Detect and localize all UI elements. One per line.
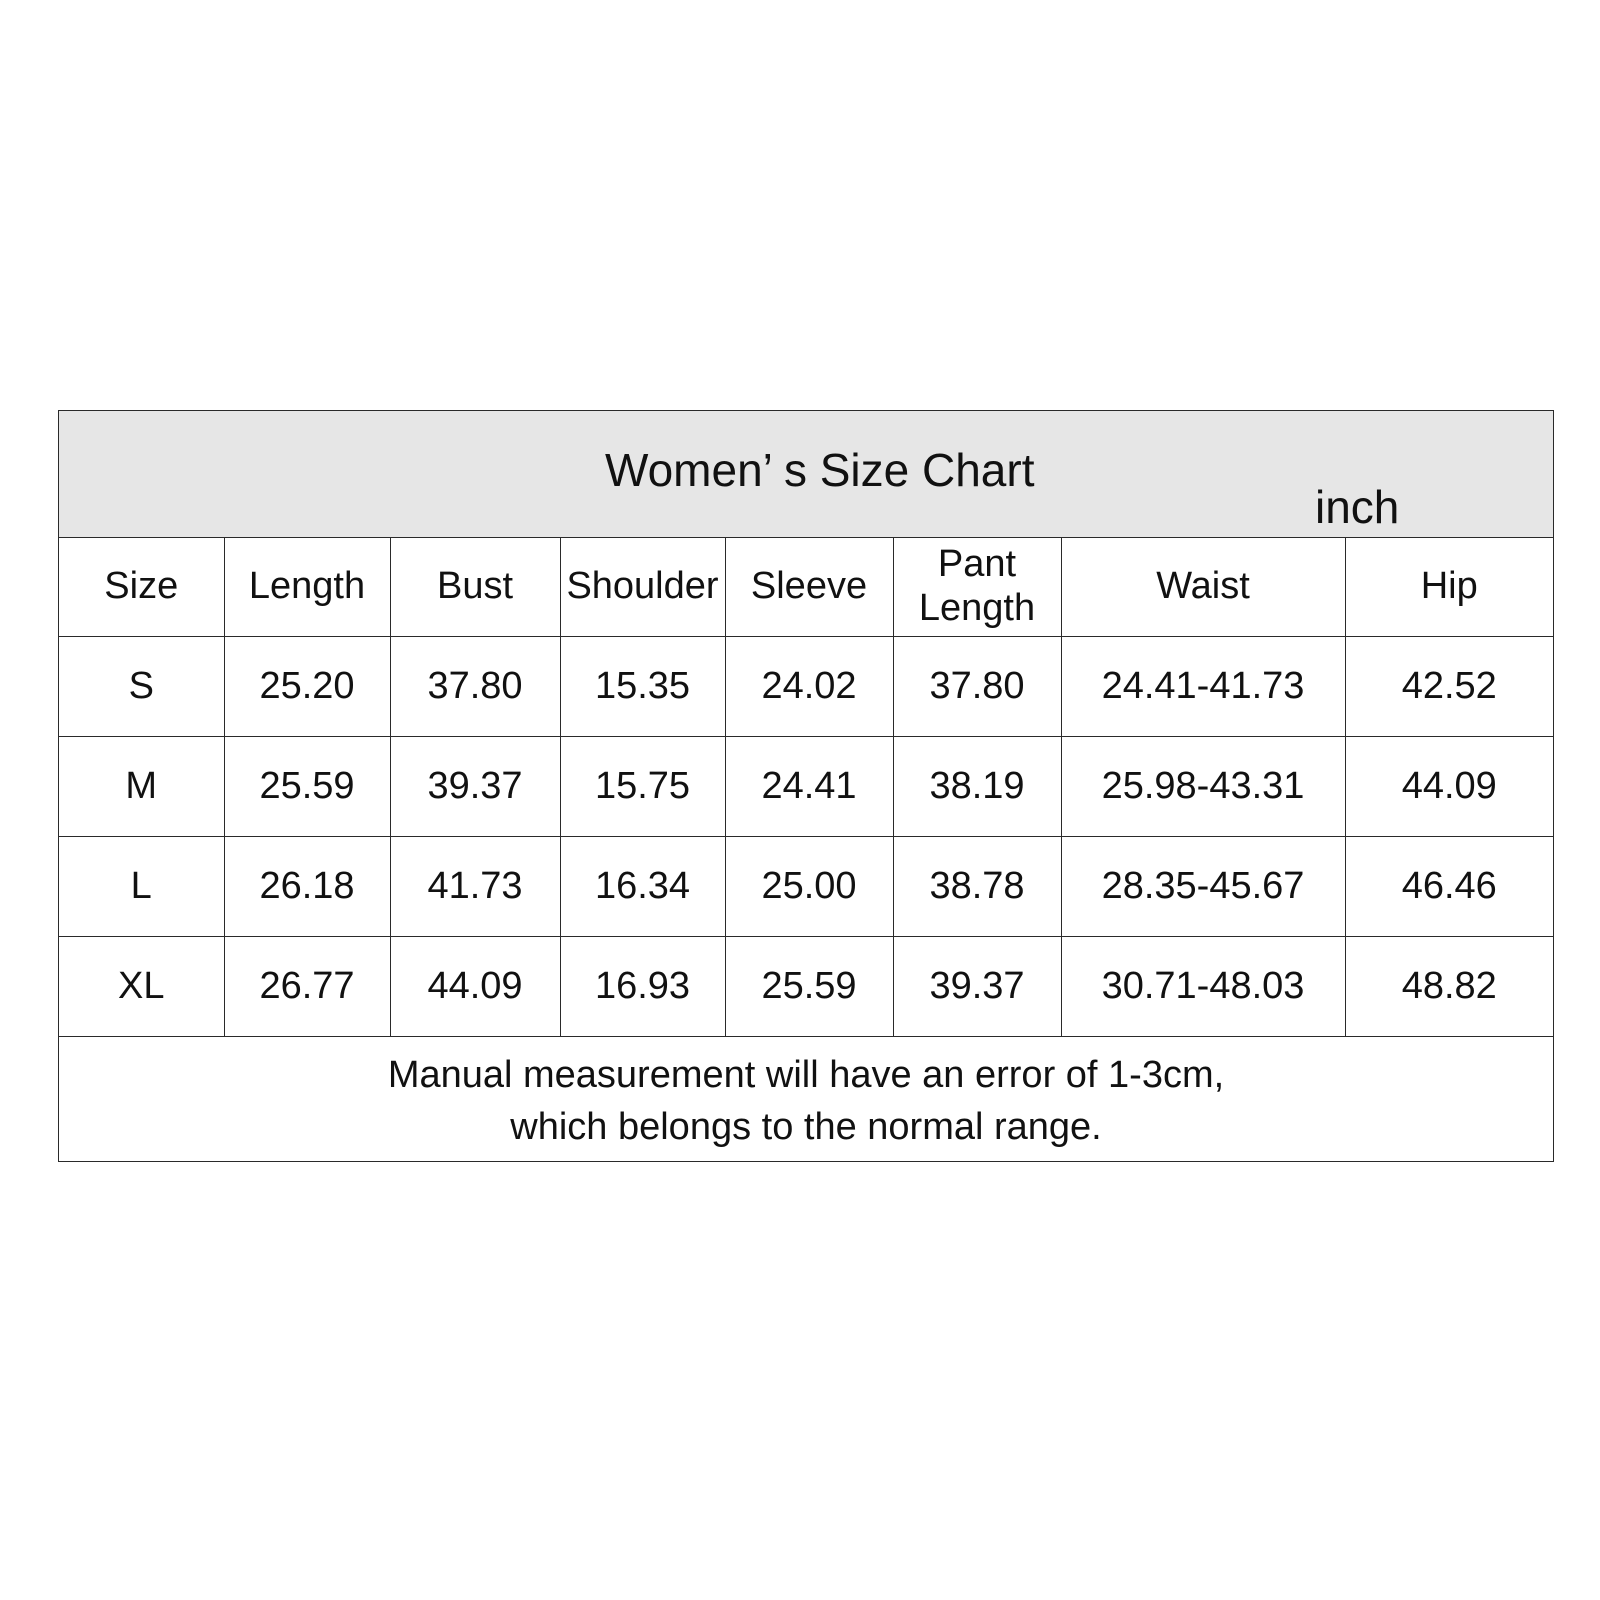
header-size: Size xyxy=(59,537,224,636)
note-line-1: Manual measurement will have an error of 1-3cm, xyxy=(387,1054,1225,1096)
table-row xyxy=(59,836,1553,936)
cell-hip: 44.09 xyxy=(1345,736,1553,836)
size-table xyxy=(59,537,1553,1037)
cell-hip: 42.52 xyxy=(1345,636,1553,736)
measurement-note xyxy=(59,1039,1553,1162)
cell-pant-length: 39.37 xyxy=(893,936,1061,1036)
cell-length: 26.77 xyxy=(224,936,390,1036)
cell-length: 25.59 xyxy=(224,736,390,836)
cell-waist: 24.41-41.73 xyxy=(1061,636,1345,736)
cell-pant-length: 37.80 xyxy=(893,636,1061,736)
cell-shoulder: 16.34 xyxy=(560,836,725,936)
cell-sleeve: 25.59 xyxy=(725,936,893,1036)
cell-waist: 25.98-43.31 xyxy=(1061,736,1345,836)
header-pant-length xyxy=(893,537,1061,636)
cell-size: L xyxy=(59,836,224,936)
cell-bust: 41.73 xyxy=(390,836,560,936)
cell-length: 26.18 xyxy=(224,836,390,936)
title-bar xyxy=(59,411,1553,538)
table-row xyxy=(59,936,1553,1036)
cell-length: 25.20 xyxy=(224,636,390,736)
unit-label: inch xyxy=(1315,481,1400,533)
cell-sleeve: 24.02 xyxy=(725,636,893,736)
cell-hip: 46.46 xyxy=(1345,836,1553,936)
cell-pant-length: 38.19 xyxy=(893,736,1061,836)
cell-shoulder: 15.75 xyxy=(560,736,725,836)
header-length: Length xyxy=(224,537,390,636)
header-row xyxy=(59,537,1553,636)
cell-pant-length: 38.78 xyxy=(893,836,1061,936)
header-waist: Waist xyxy=(1061,537,1345,636)
cell-bust: 39.37 xyxy=(390,736,560,836)
cell-sleeve: 24.41 xyxy=(725,736,893,836)
cell-bust: 44.09 xyxy=(390,936,560,1036)
header-bust: Bust xyxy=(390,537,560,636)
cell-size: M xyxy=(59,736,224,836)
note-line-2: which belongs to the normal range. xyxy=(510,1106,1102,1148)
chart-title: Women’ s Size Chart xyxy=(605,444,1035,496)
header-shoulder: Shoulder xyxy=(560,537,725,636)
cell-sleeve: 25.00 xyxy=(725,836,893,936)
cell-hip: 48.82 xyxy=(1345,936,1553,1036)
cell-bust: 37.80 xyxy=(390,636,560,736)
cell-size: S xyxy=(59,636,224,736)
cell-size: XL xyxy=(59,936,224,1036)
header-hip: Hip xyxy=(1345,537,1553,636)
header-pant-length-line2: Length xyxy=(918,587,1036,630)
cell-waist: 30.71-48.03 xyxy=(1061,936,1345,1036)
size-chart xyxy=(58,410,1554,1162)
cell-shoulder: 15.35 xyxy=(560,636,725,736)
cell-shoulder: 16.93 xyxy=(560,936,725,1036)
cell-waist: 28.35-45.67 xyxy=(1061,836,1345,936)
table-row xyxy=(59,736,1553,836)
table-row xyxy=(59,636,1553,736)
header-pant-length-line1: Pant xyxy=(937,543,1017,586)
header-sleeve: Sleeve xyxy=(725,537,893,636)
